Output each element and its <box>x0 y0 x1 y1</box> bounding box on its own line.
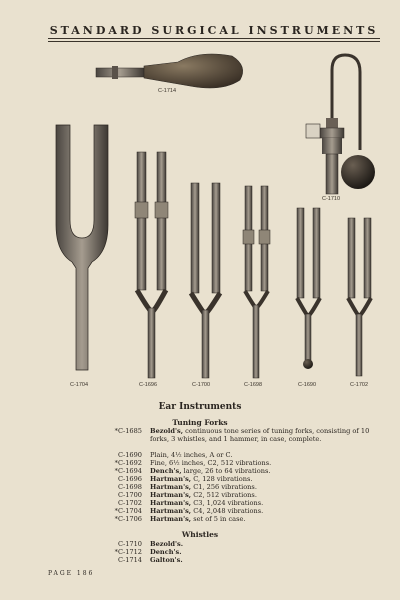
section-title: Ear Instruments <box>158 402 242 412</box>
tuning-forks-title: Tuning Forks <box>172 418 228 427</box>
caption-c1702: C-1702 <box>350 382 369 388</box>
tuning-fork-c1704-illustration <box>56 125 108 370</box>
caption-c1700: C-1700 <box>192 382 211 388</box>
tuning-fork-c1690-illustration <box>297 208 320 369</box>
tuning-fork-c1702-illustration <box>348 218 371 376</box>
whistles-title: Whistles <box>181 530 219 539</box>
list-item: *C-1685 Bezold's, continuous tone series of tuning forks, consisting of 10 forks, 3 whistles, and 1 hammer, in case, complete. <box>114 427 370 443</box>
caption-c1690: C-1690 <box>298 382 317 388</box>
galtons-whistle-illustration <box>96 54 243 88</box>
bezolds-whistle-illustration <box>306 55 375 194</box>
tuning-fork-c1698-illustration <box>243 186 270 378</box>
caption-c1714: C-1714 <box>158 88 177 94</box>
caption-c1704: C-1704 <box>70 382 89 388</box>
caption-c1696: C-1696 <box>139 382 158 388</box>
caption-c1698: C-1698 <box>244 382 263 388</box>
tuning-fork-c1696-illustration <box>135 152 168 378</box>
caption-c1710: C-1710 <box>322 196 341 202</box>
tuning-fork-c1700-illustration <box>191 183 220 378</box>
catalog-page: STANDARD SURGICAL INSTRUMENTS C-1714 C-1710 C-1704 C-1696 C-1700 C-1698 C-1690 C-1702 Ear Instruments Tuning Forks *C-1685 Bezold's, continuous tone series of tuning forks, consisting of 10 forks, 3 whistles, and 1 hammer, in case, complete. C-1690 Plain, 4½ inches, A or C. *C-1692 Fine, 6½ inches, C2, 512 vibrations. *C-1694 Dench's, large, 26 to 64 vibrations. C-1696 Hartman's, C, 128 vibrations. C-1698 Hartman's, C1, 256 vibrations. C-1700 Hartman's, C2, 512 vibrations. C-1702 Hartman's, C3, 1,024 vibrations. *C-1704 Hartman's, C4, 2,048 vibrations. *C-1706 Hartman's, set of 5 in case. Whistles C-1710 Bezold's. *C-1712 Dench's. C-1714 Galton's. PAGE 186 <box>0 0 400 600</box>
page-number: PAGE 186 <box>48 570 95 577</box>
page-header: STANDARD SURGICAL INSTRUMENTS <box>49 24 379 37</box>
